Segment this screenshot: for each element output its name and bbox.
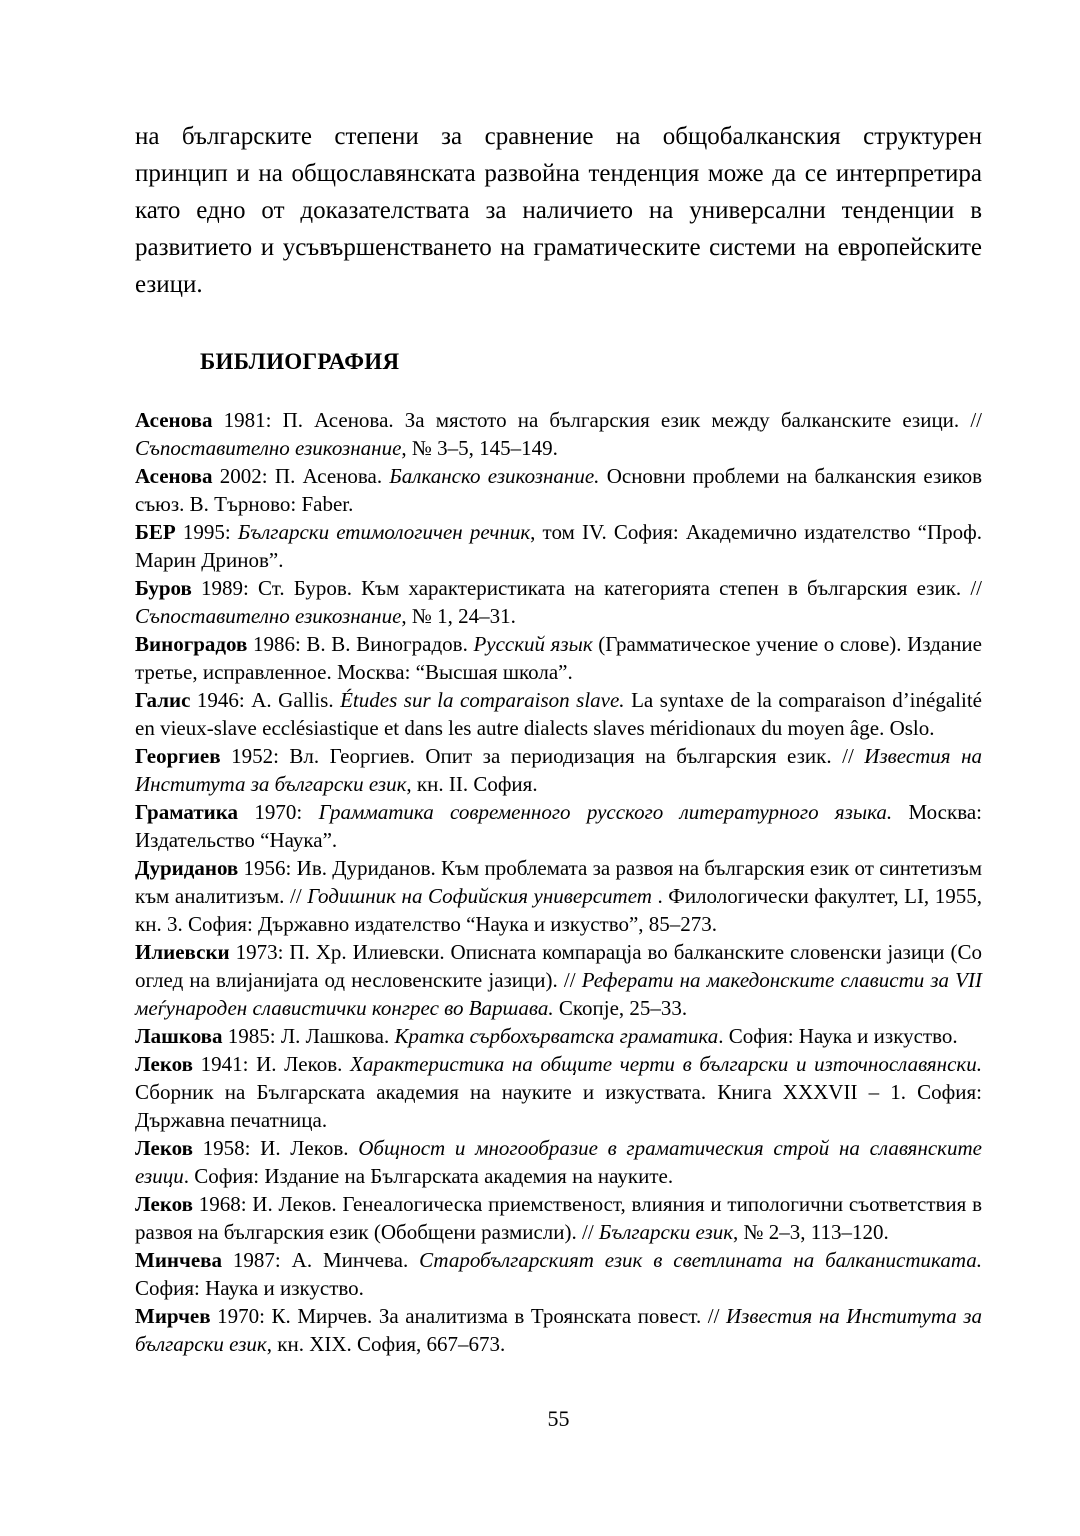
bibliography-entry	[135, 574, 982, 630]
entry-text-run: 1956: Ив. Дуриданов. Към проблемата за развоя на българския език от синтетизъм към аналитизъм. //	[135, 856, 982, 908]
entry-text-run: Виноградов	[135, 632, 248, 656]
entry-text-run: (Грамматическое учение о слове). Издание третье, исправленное. Москва: “Высшая школа”.	[135, 632, 982, 684]
entry-text-run: Георгиев	[135, 744, 221, 768]
entry-text-run: 1985: Л. Лашкова.	[222, 1024, 395, 1048]
bibliography-entry	[135, 1134, 982, 1190]
entry-text-run: Съпоставително езикознание	[135, 436, 402, 460]
bibliography-entry	[135, 1190, 982, 1246]
bibliography-entry	[135, 854, 982, 938]
entry-text-run: БЕР	[135, 520, 176, 544]
bibliography-heading: БИБЛИОГРАФИЯ	[200, 349, 400, 374]
bibliography-list	[135, 406, 982, 1358]
entry-text-run: 1970: К. Мирчев. За аналитизма в Троянската повест. //	[210, 1304, 727, 1328]
entry-text-run: Леков	[135, 1052, 193, 1076]
entry-text-run: Леков	[135, 1136, 193, 1160]
entry-text-run: . Филологически факултет, LI, 1955, кн. 3. София: Държавно издателство “Наука и изкуство”, 85–273.	[135, 884, 982, 936]
entry-text-run: Български етимологичен речник	[237, 520, 531, 544]
bibliography-entry	[135, 1022, 982, 1050]
entry-text-run: 1973: П. Хр. Илиевски. Описната компарацја во балканските словенски јазици (Со оглед на влијанијата од несловенските јазици). //	[135, 940, 982, 992]
entry-text-run: Асенова	[135, 464, 213, 488]
bibliography-entry	[135, 518, 982, 574]
entry-text-run: София: Наука и изкуство.	[135, 1276, 364, 1300]
bibliography-entry	[135, 1302, 982, 1358]
entry-text-run: Съпоставително езикознание	[135, 604, 402, 628]
bibliography-entry	[135, 938, 982, 1022]
bibliography-entry	[135, 1246, 982, 1302]
bibliography-entry	[135, 686, 982, 742]
entry-text-run: 1986: В. В. Виноградов.	[247, 632, 474, 656]
entry-text-run: Минчева	[135, 1248, 223, 1272]
entry-text-run: , кн. XIX. София, 667–673.	[266, 1332, 506, 1356]
bibliography-entry	[135, 798, 982, 854]
entry-text-run: , № 1, 24–31.	[401, 604, 516, 628]
entry-text-run: Характеристика на общите черти в български и източнославянски.	[350, 1052, 982, 1076]
entry-text-run: Балканско езикознание.	[389, 464, 600, 488]
entry-text-run: 2002: П. Асенова.	[212, 464, 390, 488]
entry-text-run: Грамматика современного русского литературного языка.	[318, 800, 893, 824]
entry-text-run: Асенова	[135, 408, 213, 432]
bibliography-entry	[135, 742, 982, 798]
entry-text-run: Леков	[135, 1192, 193, 1216]
entry-text-run: Български език	[598, 1220, 734, 1244]
entry-text-run: 1941: И. Леков.	[192, 1052, 351, 1076]
entry-text-run: 1981: П. Асенова. За мястото на българския език между балканските езици. //	[212, 408, 982, 432]
entry-text-run: Дуриданов	[135, 856, 239, 880]
entry-text-run: Кратка сърбохърватска граматика	[394, 1024, 719, 1048]
entry-text-run: Русский язык	[473, 632, 593, 656]
entry-text-run: Известия на Института за български език	[135, 744, 982, 796]
bibliography-entry	[135, 630, 982, 686]
entry-text-run: Скопје, 25–33.	[553, 996, 688, 1020]
entry-text-run: Études sur la comparaison slave.	[340, 688, 625, 712]
entry-text-run: Годишник на Софийския университет	[307, 884, 652, 908]
entry-text-run: 1946: A. Gallis.	[190, 688, 341, 712]
entry-text-run: La syntaxe de la comparaison d’inégalité en vieux-slave ecclésiastique et dans les autre dialects slaves méridionaux du moyen âge. Oslo.	[135, 688, 982, 740]
entry-text-run: 1952: Вл. Георгиев. Опит за периодизация на българския език. //	[220, 744, 865, 768]
bibliography-entry	[135, 462, 982, 518]
entry-text-run: 1995:	[175, 520, 238, 544]
entry-text-run: Граматика	[135, 800, 239, 824]
entry-text-run: , № 3–5, 145–149.	[401, 436, 558, 460]
entry-text-run: Москва: Издательство “Наука”.	[135, 800, 982, 852]
entry-text-run: 1958: И. Леков.	[192, 1136, 359, 1160]
entry-text-run: Галис	[135, 688, 191, 712]
page-number: 55	[547, 1406, 570, 1431]
entry-text-run: Сборник на Българската академия на науките и изкуствата. Книга XXXVII – 1. София: Държавна печатница.	[135, 1080, 982, 1132]
entry-text-run: Реферати на македонските слависти за VII меѓународен славистички конгрес во Варшава.	[135, 968, 982, 1020]
entry-text-run: Буров	[135, 576, 192, 600]
entry-text-run: , кн. II. София.	[406, 772, 538, 796]
entry-text-run: Старобългарският език в светлината на балканистиката.	[419, 1248, 982, 1272]
entry-text-run: 1989: Ст. Буров. Към характеристиката на категорията степен в българския език. //	[191, 576, 982, 600]
entry-text-run: , № 2–3, 113–120.	[733, 1220, 889, 1244]
entry-text-run: , том IV. София: Академично издателство “Проф. Марин Дринов”.	[135, 520, 983, 572]
entry-text-run: Основни проблеми на балканския езиков съюз. В. Търново: Faber.	[135, 464, 982, 516]
entry-text-run: Лашкова	[135, 1024, 223, 1048]
bibliography-entry	[135, 406, 982, 462]
intro-paragraph: на българските степени за сравнение на общобалканския структурен принцип и на общославянската развойна тенденция може да се интерпретира като едно от доказателствата за наличието на универсални тенденции в развитието и усъвършенстването на граматическите системи на европейските езици.	[135, 123, 982, 298]
entry-text-run: Известия на Института за български език	[135, 1304, 982, 1356]
entry-text-run: 1987: А. Минчева.	[222, 1248, 420, 1272]
entry-text-run: . София: Издание на Българската академия на науките.	[183, 1164, 674, 1188]
entry-text-run: Мирчев	[135, 1304, 211, 1328]
entry-text-run: 1970:	[238, 800, 319, 824]
entry-text-run: . София: Наука и изкуство.	[718, 1024, 958, 1048]
entry-text-run: Илиевски	[135, 940, 230, 964]
bibliography-entry	[135, 1050, 982, 1134]
entry-text-run: Общност и многообразие в граматическия строй на славянските езици	[135, 1136, 982, 1188]
entry-text-run: 1968: И. Леков. Генеалогическа приемственост, влияния и типологични съответствия в развоя на българския език (Обобщени размисли). //	[135, 1192, 982, 1244]
